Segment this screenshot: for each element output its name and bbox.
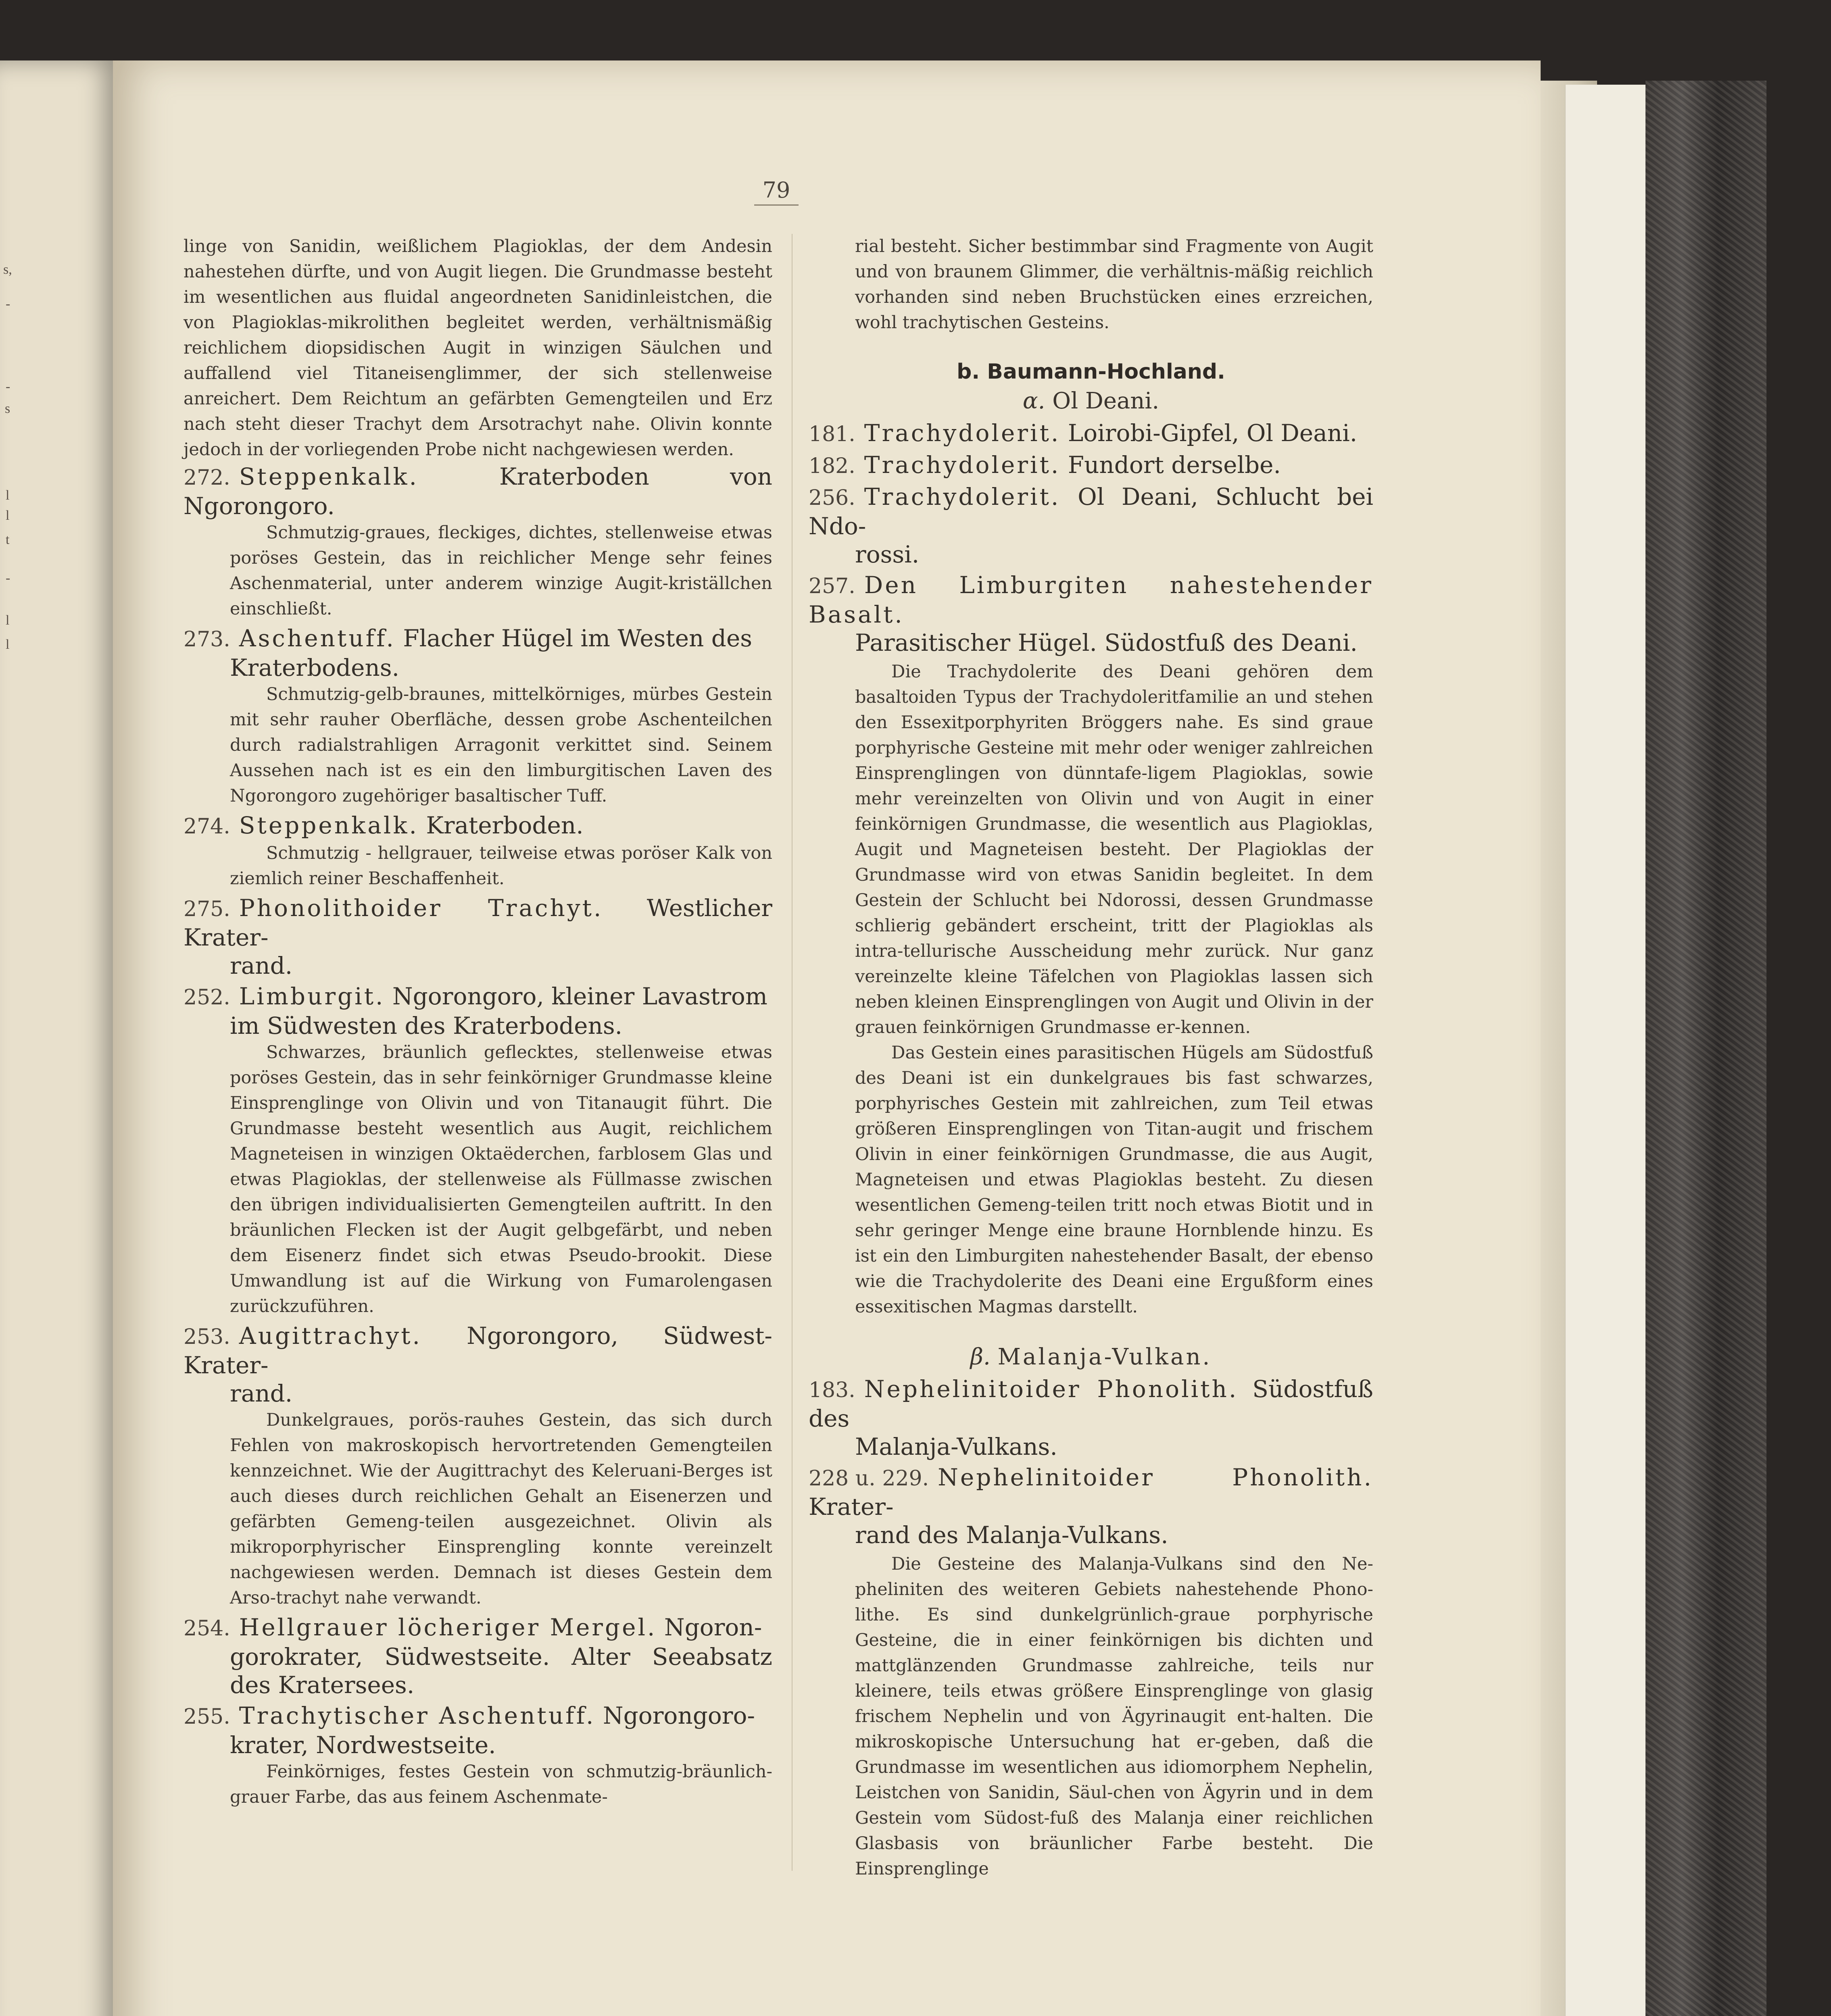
- locality: Ngorongoro, Südwest-Krater-: [184, 1322, 772, 1379]
- locality: Kraterboden von Ngorongoro.: [184, 463, 773, 520]
- subsection-letter: β.: [970, 1344, 991, 1370]
- rock-name: Hellgrauer löcheriger Mergel.: [239, 1614, 657, 1641]
- rock-name: Phonolithoider Trachyt.: [239, 894, 603, 922]
- continued-paragraph: rial besteht. Sicher bestimmbar sind Fragmente von Augit und von braunem Glimmer, die verhältnis-mäßig reichlich vorhanden sind neben Bruchstücken eines erzreichen, wohl trachytischen Gesteins.: [855, 236, 1373, 333]
- subsection-label: Ol Deani.: [1052, 388, 1159, 414]
- sample-entry: [184, 1613, 772, 1699]
- description-paragraph: Die Trachydolerite des Deani gehören dem basaltoiden Typus der Trachydoleritfamilie an und stehen den Essexitporphyriten Bröggers nahe. Es sind graue porphyrische Gesteine mit mehr oder weniger zahlreichen Einsprenglingen von dünntafe-ligem Plagioklas, sowie mehr vereinzelten von Olivin und von Augit in einer feinkörnigen Grundmasse, die wesentlich aus Plagioklas, Augit und Magneteisen besteht. Der Plagioklas der Grundmasse wird von etwas Sanidin begleitet. In dem Gestein der Schlucht bei Ndorossi, dessen Grundmasse schlierig gebändert erscheint, tritt der Plagioklas als intra-tellurische Ausscheidung mehr zurück. Nur ganz vereinzelte kleine Täfelchen von Plagioklas lassen sich neben kleinen Einsprenglingen von Augit und Olivin in der grauen feinkörnigen Grundmasse er-kennen.: [855, 662, 1373, 1037]
- description-paragraph: Die Gesteine des Malanja-Vulkans sind den Ne-pheliniten des weiteren Gebiets nahestehende Phono-lithe. Es sind dunkelgrünlich-graue porphyrische Gesteine, die in einer feinkörnigen bis dichten und mattglänzenden Grundmasse zahlreiche, teils nur kleinere, teils etwas größere Einsprenglinge von glasig frischem Nephelin und von Ägyrinaugit ent-halten. Die mikroskopische Untersuchung hat er-geben, daß die Grundmasse im wesentlichen aus idiomorphem Nephelin, Leistchen von Sanidin, Säul-chen von Ägyrin und in dem Gestein vom Südost-fuß des Malanja einer reichlichen Glasbasis von bräunlicher Farbe besteht. Die Einsprenglinge: [855, 1554, 1373, 1879]
- entry-heading: [184, 462, 772, 520]
- entry-heading: [809, 419, 1373, 448]
- entry-heading: [184, 1322, 772, 1408]
- sample-number: 252.: [184, 985, 230, 1010]
- sample-number: 253.: [184, 1325, 230, 1349]
- entry-description: Schmutzig-gelb-braunes, mittelkörniges, mürbes Gestein mit sehr rauher Oberfläche, dessen grobe Aschenteilchen durch radialstrahligen Arragonit verkittet sind. Seinem Aussehen nach ist es ein den limburgitischen Laven des Ngorongoro zugehöriger basaltischer Tuff.: [230, 684, 772, 806]
- locality-continued: Malanja-Vulkans.: [855, 1433, 1057, 1460]
- rock-name: Nephelinitoider Phonolith.: [938, 1464, 1373, 1491]
- subsection-title: [809, 388, 1373, 414]
- sample-number: 272.: [184, 466, 230, 490]
- subsection-title: [809, 1344, 1373, 1370]
- rock-name: Limburgit.: [239, 983, 385, 1010]
- rock-name: Steppenkalk.: [239, 812, 419, 839]
- sample-number: 257.: [809, 574, 855, 598]
- right-column: [809, 234, 1373, 1882]
- locality-continued: krater, Nordwestseite.: [230, 1731, 496, 1759]
- rock-name: Trachydolerit.: [864, 483, 1061, 510]
- sample-entry: [184, 982, 772, 1319]
- margin-fragment: l: [6, 508, 10, 523]
- entry-description: Schmutzig - hellgrauer, teilweise etwas poröser Kalk von ziemlich reiner Beschaffenheit.: [230, 843, 772, 889]
- sample-number: 274.: [184, 814, 230, 839]
- locality: Fundort derselbe.: [1068, 451, 1281, 479]
- locality: Flacher Hügel im Westen des: [403, 625, 753, 652]
- entry-description: Dunkelgraues, porös-rauhes Gestein, das sich durch Fehlen von makroskopisch hervortretenden Gemengteilen kennzeichnet. Wie der Augittrachyt des Keleruani-Berges ist auch dieses durch reichlichen Gehalt an Eisenerzen und gefärbten Gemeng-teilen ausgezeichnet. Olivin als mikroporphyrischer Einsprengling konnte vereinzelt nachgewiesen werden. Demnach ist dieses Gestein dem Arso-trachyt nahe verwandt.: [230, 1410, 772, 1608]
- margin-fragment: l: [6, 488, 10, 503]
- entry-heading: [184, 811, 772, 841]
- locality-continued: rand.: [230, 1380, 293, 1407]
- sample-entry: [809, 451, 1373, 480]
- margin-fragment: s,: [3, 262, 12, 277]
- sample-entry: [184, 894, 772, 980]
- locality-continued: rossi.: [855, 541, 920, 568]
- locality: Ngorongoro-: [603, 1702, 755, 1729]
- rock-name: Trachydolerit.: [864, 451, 1061, 479]
- rock-name: Trachydolerit.: [864, 419, 1061, 447]
- entry-heading: [184, 894, 772, 980]
- entry-description: Feinkörniges, festes Gestein von schmutzig-bräunlich-grauer Farbe, das aus feinem Aschenmate-: [230, 1762, 772, 1807]
- sample-entry: [809, 419, 1373, 448]
- locality-continued: gorokrater, Südwestseite. Alter Seeabsatz des Kratersees.: [230, 1643, 772, 1699]
- sample-number: 275.: [184, 897, 230, 921]
- rock-name: Den Limburgiten nahestehender Basalt.: [809, 571, 1373, 628]
- subsection-label: Malanja-Vulkan.: [997, 1344, 1212, 1370]
- rock-name: Steppenkalk.: [239, 463, 419, 490]
- entry-heading: [809, 1375, 1373, 1461]
- rock-name: Aschentuff.: [239, 625, 396, 652]
- sample-entry: [184, 1322, 772, 1611]
- margin-fragment: l: [6, 613, 10, 628]
- margin-fragment: -: [6, 296, 10, 311]
- sample-entry: [809, 483, 1373, 569]
- entry-heading: [184, 1702, 772, 1759]
- sample-number: 255.: [184, 1705, 230, 1729]
- sample-number: 228 u. 229.: [809, 1466, 929, 1491]
- entry-heading: [809, 483, 1373, 569]
- locality: Kraterboden.: [426, 812, 584, 839]
- sample-number: 254.: [184, 1616, 230, 1641]
- locality-continued: rand des Malanja-Vulkans.: [855, 1521, 1168, 1549]
- description-paragraph: Das Gestein eines parasitischen Hügels am Südostfuß des Deani ist ein dunkelgraues bis fast schwarzes, porphyrisches Gestein mit zahlreichen, zum Teil etwas größeren Einsprenglingen von Titan-augit und frischem Olivin in einer feinkörnigen Grundmasse, die aus Augit, Magneteisen und etwas Plagioklas besteht. Zu diesen wesentlichen Gemeng-teilen tritt noch etwas Biotit und in sehr geringer Menge eine braune Hornblende hinzu. Es ist ein den Limburgiten nahestehender Basalt, der ebenso wie die Trachydolerite des Deani eine Ergußform eines essexitischen Magmas darstellt.: [855, 1043, 1373, 1317]
- margin-fragment: l: [6, 637, 10, 652]
- entry-heading: [809, 451, 1373, 480]
- sample-entry: [809, 1463, 1373, 1549]
- sample-entry: [184, 462, 772, 622]
- margin-fragment: t: [6, 532, 10, 547]
- sample-entry: [809, 1375, 1373, 1461]
- page-number: 79: [754, 177, 799, 206]
- sample-entry: [184, 811, 772, 891]
- sample-entry: [184, 624, 772, 809]
- margin-fragment: -: [6, 571, 10, 585]
- locality-continued: im Südwesten des Kraterbodens.: [230, 1012, 623, 1039]
- locality: Loirobi-Gipfel, Ol Deani.: [1068, 419, 1358, 447]
- section-title: b. Baumann-Hochland.: [957, 360, 1225, 384]
- rock-name: Nephelinitoider Phonolith.: [864, 1375, 1239, 1403]
- sample-number: 273.: [184, 627, 230, 652]
- margin-fragment: s: [5, 401, 10, 416]
- entry-heading: [184, 982, 772, 1040]
- sample-number: 183.: [809, 1378, 855, 1402]
- entry-description: Schwarzes, bräunlich geflecktes, stellenweise etwas poröses Gestein, das in sehr feinkörniger Grundmasse kleine Einsprenglinge von Olivin und von Titanaugit führt. Die Grundmasse besteht wesentlich aus Augit, reichlichem Magneteisen in winzigen Oktaëderchen, farblosem Glas und etwas Plagioklas, der stellenweise als Füllmasse zwischen den übrigen individualisierten Gemengteilen auftritt. In den bräunlichen Flecken ist der Augit gelbgefärbt, und neben dem Eisenerz findet sich etwas Pseudo-brookit. Diese Umwandlung ist auf die Wirkung von Fumarolengasen zurückzuführen.: [230, 1042, 772, 1316]
- locality-continued: Parasitischer Hügel. Südostfuß des Deani.: [855, 629, 1358, 656]
- rock-name: Trachytischer Aschentuff.: [239, 1702, 596, 1729]
- locality-continued: rand.: [230, 952, 293, 979]
- locality: Westlicher Krater-: [184, 894, 772, 951]
- entry-heading: [184, 1613, 772, 1699]
- sample-number: 256.: [809, 486, 855, 510]
- locality: Krater-: [809, 1493, 894, 1520]
- facing-page: [0, 60, 121, 2016]
- sample-number: 182.: [809, 454, 855, 478]
- subsection-letter: α.: [1022, 388, 1045, 414]
- entry-heading: [809, 1463, 1373, 1549]
- entry-heading: [809, 571, 1373, 657]
- locality: Ngorongoro, kleiner Lavastrom: [392, 983, 767, 1010]
- sample-entry: [184, 1702, 772, 1810]
- inserted-sheet: [1565, 85, 1646, 2016]
- locality: Ngoron-: [664, 1614, 762, 1641]
- locality: Südostfuß des: [809, 1375, 1374, 1432]
- left-column: [184, 234, 772, 1812]
- locality: Ol Deani, Schlucht bei Ndo-: [809, 483, 1374, 540]
- entry-heading: [184, 624, 772, 682]
- continued-paragraph: linge von Sanidin, weißlichem Plagioklas, der dem Andesin nahestehen dürfte, und von Augit liegen. Die Grundmasse besteht im wesentlichen aus fluidal angeordneten Sanidinleistchen, die von Plagioklas-mikrolithen begleitet werden, verhältnismäßig reichlichem diopsidischen Augit in winzigen Säulchen und auffallend viel Titaneisenglimmer, der sich stellenweise anreichert. Dem Reichtum an gefärbten Gemengteilen und Erz nach steht dieser Trachyt dem Arsotrachyt nahe. Olivin konnte jedoch in der vorliegenden Probe nicht nachgewiesen werden.: [184, 236, 772, 460]
- sample-entry: [809, 571, 1373, 657]
- entry-description: Schmutzig-graues, fleckiges, dichtes, stellenweise etwas poröses Gestein, das in reichlicher Menge sehr feines Aschenmaterial, unter anderem winzige Augit-kriställchen einschließt.: [230, 523, 772, 619]
- rock-name: Augittrachyt.: [239, 1322, 422, 1350]
- margin-fragment: -: [6, 379, 10, 394]
- locality-continued: Kraterbodens.: [230, 654, 400, 681]
- spacer: [809, 1320, 1373, 1344]
- marbled-cover: [1645, 81, 1766, 2016]
- sample-number: 181.: [809, 422, 855, 446]
